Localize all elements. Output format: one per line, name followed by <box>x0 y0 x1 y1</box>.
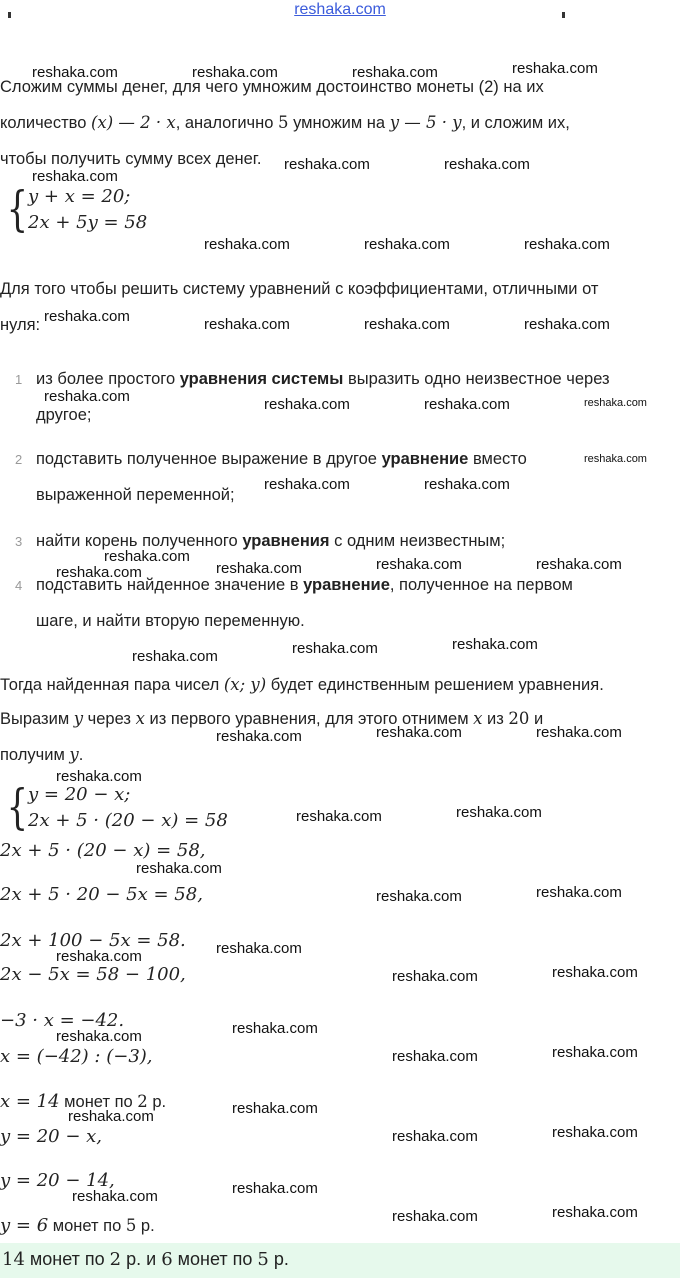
watermark: reshaka.com <box>132 648 218 665</box>
para1-line2 <box>0 112 570 134</box>
text: будет единственным решением уравнения. <box>266 676 604 694</box>
text: найти корень полученного <box>36 532 243 550</box>
watermark: reshaka.com <box>32 168 118 185</box>
text: . <box>78 746 84 764</box>
text: с одним неизвестным; <box>329 532 506 550</box>
watermark: reshaka.com <box>104 548 190 565</box>
watermark: reshaka.com <box>536 556 622 573</box>
watermark: reshaka.com <box>524 316 610 333</box>
solution-step: 2x + 100 − 5x = 58. <box>0 930 186 951</box>
system-eq: y + x = 20; <box>28 186 131 207</box>
bold-term: уравнение <box>381 450 469 468</box>
step-number: 4 <box>15 578 23 593</box>
watermark: reshaka.com <box>56 948 142 965</box>
math: y <box>73 709 84 728</box>
text: количество <box>0 114 91 132</box>
math: 2 <box>137 1092 148 1111</box>
watermark: reshaka.com <box>424 396 510 413</box>
answer-text <box>2 1249 289 1270</box>
bold-term: уравнения <box>242 532 330 550</box>
watermark: reshaka.com <box>352 64 438 81</box>
header-link[interactable]: reshaka.com <box>294 1 386 18</box>
system-eq: 2x + 5 · (20 − x) = 58 <box>28 810 228 831</box>
watermark: reshaka.com <box>216 940 302 957</box>
watermark: reshaka.com <box>364 316 450 333</box>
text: монет по <box>59 1093 138 1111</box>
solution-step: 2x + 5 · (20 − x) = 58, <box>0 840 206 861</box>
watermark: reshaka.com <box>56 768 142 785</box>
math: (x) — 2 · x <box>90 113 176 132</box>
watermark: reshaka.com <box>452 636 538 653</box>
watermark: reshaka.com <box>392 1128 478 1145</box>
math: (x; y) <box>223 675 267 694</box>
text: р. <box>136 1217 155 1235</box>
math: y <box>69 745 79 764</box>
watermark: reshaka.com <box>136 860 222 877</box>
watermark: reshaka.com <box>512 60 598 77</box>
text: , аналогично <box>175 114 279 132</box>
step-number: 3 <box>15 534 23 549</box>
text: р. и <box>121 1249 162 1269</box>
watermark: reshaka.com <box>216 728 302 745</box>
text: через <box>83 710 136 728</box>
math: 6 <box>161 1249 173 1270</box>
text: получим <box>0 746 70 764</box>
watermark: reshaka.com <box>552 1044 638 1061</box>
watermark: reshaka.com <box>204 316 290 333</box>
text: подставить найденное значение в <box>36 576 304 594</box>
step-number: 1 <box>15 372 23 387</box>
text: подставить полученное выражение в другое <box>36 450 382 468</box>
para1-line1: Сложим суммы денег, для чего умножим достоинство монеты (2) на их <box>0 78 544 96</box>
math: 2 <box>109 1249 122 1270</box>
watermark: reshaka.com <box>364 236 450 253</box>
watermark: reshaka.com <box>232 1180 318 1197</box>
text: монет по <box>172 1249 258 1269</box>
text: выразить одно неизвестное через <box>343 370 610 388</box>
text: из более простого <box>36 370 180 388</box>
math: 5 <box>278 113 289 132</box>
bold-term: уравнения системы <box>179 370 344 388</box>
math: 5 <box>125 1216 137 1235</box>
text: , полученное на первом <box>389 576 573 594</box>
watermark: reshaka.com <box>376 888 462 905</box>
math: 20 <box>508 709 530 728</box>
watermark: reshaka.com <box>536 724 622 741</box>
watermark: reshaka.com <box>56 564 142 581</box>
step-text-cont: другое; <box>36 406 92 424</box>
math: x <box>135 709 145 728</box>
watermark: reshaka.com <box>56 1028 142 1045</box>
text: Выразим <box>0 710 74 728</box>
watermark: reshaka.com <box>284 156 370 173</box>
para2-line2: нуля: <box>0 316 41 334</box>
watermark: reshaka.com <box>424 476 510 493</box>
step-text <box>36 448 527 470</box>
solution-step: 2x + 5 · 20 − 5x = 58, <box>0 884 203 905</box>
watermark: reshaka.com <box>392 1208 478 1225</box>
step-text <box>36 368 610 390</box>
watermark: reshaka.com <box>584 453 647 465</box>
text: р. <box>147 1093 167 1111</box>
watermark: reshaka.com <box>376 556 462 573</box>
answer-box <box>0 1243 680 1278</box>
watermark: reshaka.com <box>536 884 622 901</box>
solution-step: x = (−42) : (−3), <box>0 1046 153 1067</box>
step-text-cont: выраженной переменной; <box>36 486 235 504</box>
step-number: 2 <box>15 452 23 467</box>
text: из <box>482 710 509 728</box>
text: из первого уравнения, для этого отнимем <box>144 710 474 728</box>
watermark: reshaka.com <box>392 1048 478 1065</box>
watermark: reshaka.com <box>44 308 130 325</box>
watermark: reshaka.com <box>552 964 638 981</box>
math: y = 6 <box>0 1215 49 1236</box>
text: монет по <box>24 1249 110 1269</box>
watermark: reshaka.com <box>204 236 290 253</box>
para3-line1 <box>0 674 604 696</box>
text: и <box>529 710 544 728</box>
math: 5 <box>257 1249 269 1270</box>
text: р. <box>268 1249 289 1269</box>
math: x = 14 <box>0 1091 60 1112</box>
watermark: reshaka.com <box>44 388 130 405</box>
watermark: reshaka.com <box>192 64 278 81</box>
bold-term: уравнение <box>303 576 390 594</box>
watermark: reshaka.com <box>264 396 350 413</box>
para1-line3: чтобы получить сумму всех денег. <box>0 150 262 168</box>
watermark: reshaka.com <box>392 968 478 985</box>
system-eq: 2x + 5y = 58 <box>28 212 148 233</box>
para2-line1: Для того чтобы решить систему уравнений с коэффициентами, отличными от <box>0 280 599 298</box>
text: Тогда найденная пара чисел <box>0 676 224 694</box>
math: 14 <box>2 1249 25 1270</box>
para3-line3 <box>0 744 83 766</box>
watermark: reshaka.com <box>232 1100 318 1117</box>
watermark: reshaka.com <box>552 1124 638 1141</box>
system-eq: y = 20 − x; <box>28 784 131 805</box>
text: , и сложим их, <box>461 114 570 132</box>
text: умножим на <box>288 114 390 132</box>
watermark: reshaka.com <box>524 236 610 253</box>
math: y — 5 · y <box>389 113 462 132</box>
step-text-cont: шаге, и найти вторую переменную. <box>36 612 305 630</box>
watermark: reshaka.com <box>68 1108 154 1125</box>
watermark: reshaka.com <box>296 808 382 825</box>
brace-icon: { <box>6 779 28 835</box>
text: вместо <box>468 450 527 468</box>
watermark: reshaka.com <box>584 397 647 409</box>
watermark: reshaka.com <box>456 804 542 821</box>
watermark: reshaka.com <box>264 476 350 493</box>
math: x <box>473 709 483 728</box>
y-step: y = 20 − 14, <box>0 1170 115 1191</box>
watermark: reshaka.com <box>72 1188 158 1205</box>
text: монет по <box>48 1217 126 1235</box>
watermark: reshaka.com <box>292 640 378 657</box>
watermark: reshaka.com <box>376 724 462 741</box>
watermark: reshaka.com <box>552 1204 638 1221</box>
brace-icon: { <box>6 181 28 237</box>
solution-step: −3 · x = −42. <box>0 1010 125 1031</box>
watermark: reshaka.com <box>444 156 530 173</box>
watermark: reshaka.com <box>232 1020 318 1037</box>
watermark: reshaka.com <box>32 64 118 81</box>
watermark: reshaka.com <box>216 560 302 577</box>
solution-step: 2x − 5x = 58 − 100, <box>0 964 186 985</box>
y-step: y = 20 − x, <box>0 1126 102 1147</box>
y-result <box>0 1215 155 1237</box>
